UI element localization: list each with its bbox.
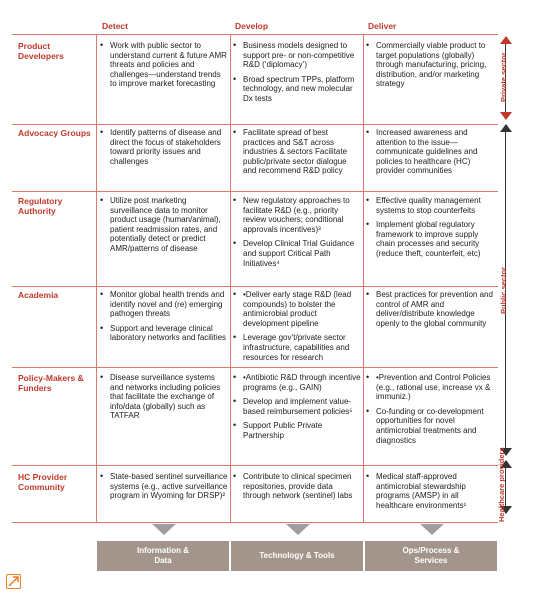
cell-deliver — [364, 472, 496, 515]
rule — [12, 191, 498, 192]
bottom-box-label: Technology & Tools — [259, 551, 335, 560]
down-triangle-icon — [286, 524, 310, 535]
rule — [12, 286, 498, 287]
bottom-box-information-data — [97, 541, 229, 571]
rule — [12, 522, 498, 523]
side-label-healthcare: Healthcare providers — [497, 447, 506, 522]
rule — [12, 34, 498, 35]
cell-detect — [98, 290, 228, 348]
cell-deliver — [364, 196, 496, 264]
cell-develop — [231, 196, 361, 273]
cell-item: • Increased awareness and attention to the issue—communicate guidelines and policies to healthcare (HC) provider communities — [364, 128, 496, 176]
cell-item: • Monitor global health trends and identify novel and (re) emerging pathogen threats — [98, 290, 228, 319]
row-label-advocacy-groups: Advocacy Groups — [18, 128, 91, 138]
cell-detect — [98, 41, 228, 94]
cell-item: • Utilize post marketing surveillance data to monitor product usage (human/animal), patient readmission rates, and potentially detect or predict AMR/patterns of disease — [98, 196, 228, 254]
cell-develop — [231, 290, 361, 367]
row-label-regulatory-authority: Regulatory Authority — [18, 196, 63, 216]
cell-develop — [231, 41, 361, 109]
rule — [12, 124, 498, 125]
cell-item: • Support Public Private Partnership — [231, 421, 361, 440]
public-arrow-up-icon — [500, 124, 512, 132]
row-label-hc-provider: HC Provider Community — [18, 472, 68, 492]
cell-item: • •Antibiotic R&D through incentive programs (e.g., GAIN) — [231, 373, 361, 392]
cell-item: • Facilitate spread of best practices and S&T across industries & sectors Facilitate public/private sector dialogue and recommend R&D policy — [231, 128, 361, 176]
private-arrow-down-icon — [500, 112, 512, 120]
cell-item: • Medical staff-approved antimicrobial stewardship programs (AMSP) in all healthcare environments¹ — [364, 472, 496, 510]
rule — [12, 465, 498, 466]
cell-detect — [98, 472, 228, 506]
cell-item: • Co-funding or co-development opportunities for novel antimicrobial treatments and diagnostics — [364, 407, 496, 445]
column-divider — [96, 34, 97, 522]
bottom-box-label: Ops/Process & Services — [402, 546, 460, 565]
row-label-product-developers: Product Developers — [18, 41, 64, 61]
cell-deliver — [364, 290, 496, 333]
cell-develop — [231, 373, 361, 446]
down-triangle-icon — [420, 524, 444, 535]
column-header-develop: Develop — [235, 21, 269, 31]
cell-item: • Develop and implement value-based reimbursement policies⁵ — [231, 397, 361, 416]
cell-item: • Broad spectrum TPPs, platform technology, and new molecular Dx tests — [231, 75, 361, 104]
cell-item: • •Deliver early stage R&D (lead compounds) to bolster the antimicrobial product development pipeline — [231, 290, 361, 328]
cell-deliver — [364, 373, 496, 450]
private-arrow-up-icon — [500, 36, 512, 44]
row-label-policy-makers: Policy-Makers & Funders — [18, 373, 84, 393]
cell-develop — [231, 472, 361, 506]
cell-detect — [98, 373, 228, 426]
column-header-detect: Detect — [102, 21, 128, 31]
cell-item: • Work with public sector to understand current & future AMR threats and policies and challenges—understand trends to improve market forecasting — [98, 41, 228, 89]
cell-item: • Best practices for prevention and control of AMR and deliver/distribute knowledge openly to the global community — [364, 290, 496, 328]
side-label-public: Public sector — [499, 266, 508, 314]
cell-item: • New regulatory approaches to facilitate R&D (e.g., priority review vouchers; conditional approvals incentives)³ — [231, 196, 361, 234]
cell-item: • Leverage gov’t/private sector infrastructure, capabilities and resources for research — [231, 333, 361, 362]
cell-detect — [98, 196, 228, 259]
cell-item: • Support and leverage clinical laboratory networks and facilities — [98, 324, 228, 343]
cell-item: • Implement global regulatory framework to improve supply chain processes and security (reduce theft, counterfeit, etc) — [364, 220, 496, 258]
expand-icon[interactable] — [6, 574, 21, 589]
row-label-academia: Academia — [18, 290, 59, 300]
column-header-deliver: Deliver — [368, 21, 397, 31]
cell-item: • Identify patterns of disease and direct the focus of stakeholders toward priority issues and challenges — [98, 128, 228, 166]
cell-deliver — [364, 41, 496, 94]
bottom-box-technology-tools — [231, 541, 363, 571]
cell-item: • Effective quality management systems to stop counterfeits — [364, 196, 496, 215]
cell-item: • •Prevention and Control Policies (e.g., rational use, increase vx & immuniz.) — [364, 373, 496, 402]
down-triangle-icon — [152, 524, 176, 535]
bottom-box-ops-process-services — [365, 541, 497, 571]
cell-deliver — [364, 128, 496, 181]
cell-item: • Disease surveillance systems and networks including policies that facilitate the exchange of info/data (globally) such as TATFAR — [98, 373, 228, 421]
cell-item: • Commercially viable product to target populations (globally) through manufacturing, pricing, distribution, and/or marketing strategy — [364, 41, 496, 89]
bottom-box-label: Information & Data — [137, 546, 189, 565]
cell-item: • Develop Clinical Trial Guidance and support Critical Path Initiatives⁴ — [231, 239, 361, 268]
side-label-private: Private sector — [499, 52, 508, 102]
cell-detect — [98, 128, 228, 171]
cell-item: • Contribute to clinical specimen repositories, provide data through network (sentinel) labs — [231, 472, 361, 501]
matrix-table — [12, 21, 498, 523]
cell-item: • State-based sentinel surveillance systems (e.g., active surveillance program in Wyoming for DRSP)² — [98, 472, 228, 501]
cell-develop — [231, 128, 361, 181]
cell-item: • Business models designed to support pre- or non-competitive R&D (‘diplomacy’) — [231, 41, 361, 70]
